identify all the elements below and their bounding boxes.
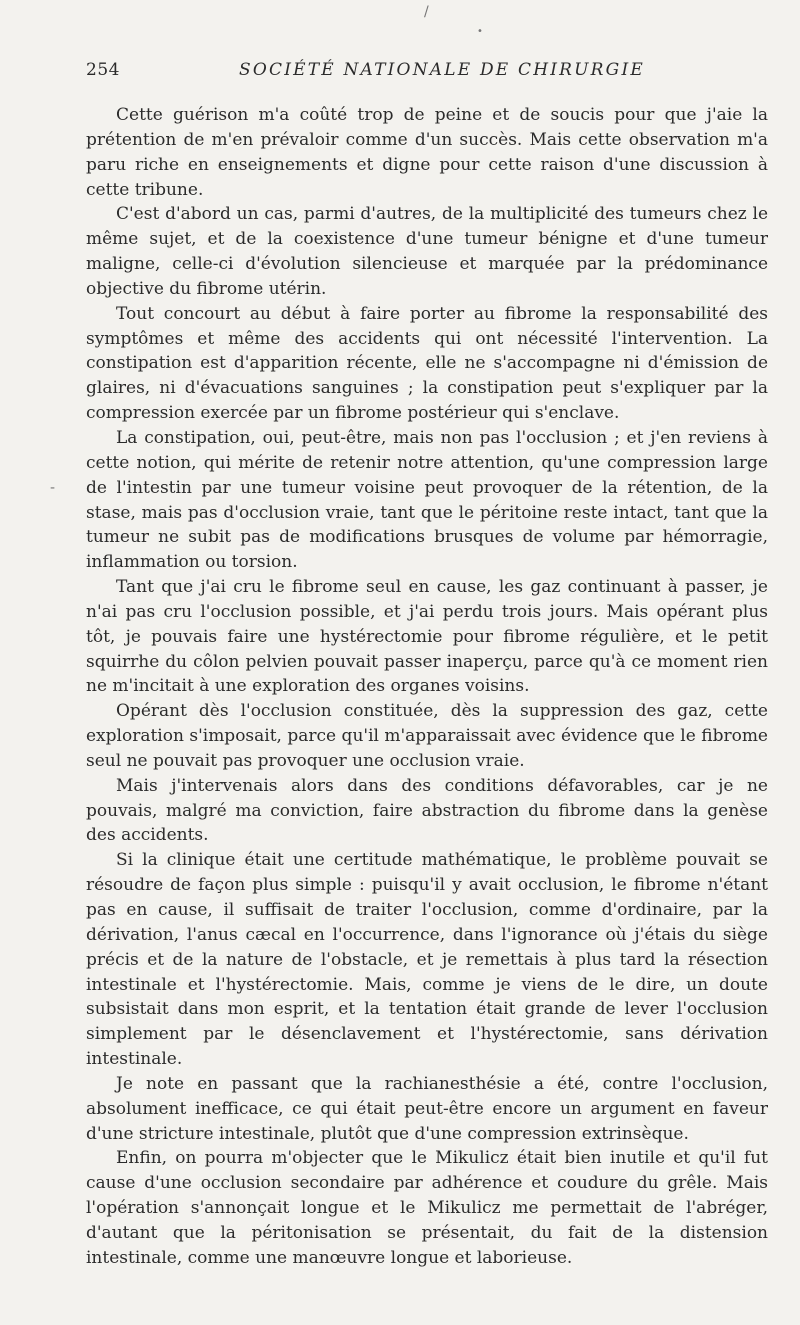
paragraph: Je note en passant que la rachianesthésie a été, contre l'occlusion, absolument inefficace, ce qui était peut-être encore un argument en faveur d'une stricture intestinale, plutôt que d'une compression extrinsèque. bbox=[86, 1073, 768, 1144]
page-number: 254 bbox=[86, 60, 120, 80]
paragraph: C'est d'abord un cas, parmi d'autres, de la multiplicité des tumeurs chez le même sujet, et de la coexistence d'une tumeur bénigne et d'une tumeur maligne, celle-ci d'évolution silencieuse et marquée par la prédominance objective du fibrome utérin. bbox=[86, 204, 768, 299]
body-text bbox=[86, 103, 768, 1271]
paragraph: Opérant dès l'occlusion constituée, dès la suppression des gaz, cette exploration s'imposait, parce qu'il m'apparaissait avec évidence que le fibrome seul ne pouvait pas provoquer une occlusion vraie. bbox=[86, 701, 768, 771]
margin-mark: - bbox=[50, 480, 56, 496]
paragraph: Mais j'intervenais alors dans des conditions défavorables, car je ne pouvais, malgré ma conviction, faire abstraction du fibrome dans la genèse des accidents. bbox=[86, 775, 768, 846]
page-header bbox=[86, 60, 768, 88]
paragraph: La constipation, oui, peut-être, mais non pas l'occlusion ; et j'en reviens à cette notion, qui mérite de retenir notre attention, qu'une compression large de l'intestin par une tumeur voisine peut provoquer de la rétention, de la stase, mais pas d'occlusion vraie, tant que le péritoine reste intact, tant que la tumeur ne subit pas de modifications brusques de volume par hémorragie, inflammation ou torsion. bbox=[86, 427, 768, 573]
paragraph: Tout concourt au début à faire porter au fibrome la responsabilité des symptômes et même des accidents qui ont nécessité l'intervention. La constipation est d'apparition récente, elle ne s'accompagne ni d'émission de glaires, ni d'évacuations sanguines ; la constipation peut s'expliquer par la compression exercée par un fibrome postérieur qui s'enclave. bbox=[86, 303, 768, 424]
scan-mark: / bbox=[424, 4, 429, 20]
paragraph: Si la clinique était une certitude mathématique, le problème pouvait se résoudre de façon plus simple : puisqu'il y avait occlusion, le fibrome n'étant pas en cause, il suffisait de traiter l'occlusion, comme d'ordinaire, par la dérivation, l'anus cæcal en l'occurrence, dans l'ignorance où j'étais du siège précis et de la nature de l'obstacle, et je remettais à plus tard la résection intestinale et l'hystérectomie. Mais, comme je viens de le dire, un doute subsistait dans mon esprit, et la tentation était grande de lever l'occlusion simplement par le désenclavement et l'hystérectomie, sans dérivation intestinale. bbox=[86, 850, 768, 1070]
paragraph: Enfin, on pourra m'objecter que le Mikulicz était bien inutile et qu'il fut cause d'une occlusion secondaire par adhérence et coudure du grêle. Mais l'opération s'annonçait longue et le Mikulicz me permettait de l'abréger, d'autant que la péritonisation se présentait, du fait de la distension intestinale, comme une manœuvre longue et laborieuse. bbox=[86, 1148, 768, 1268]
running-title: SOCIÉTÉ NATIONALE DE CHIRURGIE bbox=[239, 60, 645, 80]
paragraph: Cette guérison m'a coûté trop de peine et de soucis pour que j'aie la prétention de m'en prévaloir comme d'un succès. Mais cette observation m'a paru riche en enseignements et digne pour cette raison d'une discussion à cette tribune. bbox=[86, 105, 768, 200]
scan-mark: • bbox=[477, 26, 483, 37]
paragraph: Tant que j'ai cru le fibrome seul en cause, les gaz continuant à passer, je n'ai pas cru l'occlusion possible, et j'ai perdu trois jours. Mais opérant plus tôt, je pouvais faire une hystérectomie pour fibrome régulière, et le petit squirrhe du côlon pelvien pouvait passer inaperçu, parce qu'à ce moment rien ne m'incitait à une exploration des organes voisins. bbox=[86, 577, 768, 697]
